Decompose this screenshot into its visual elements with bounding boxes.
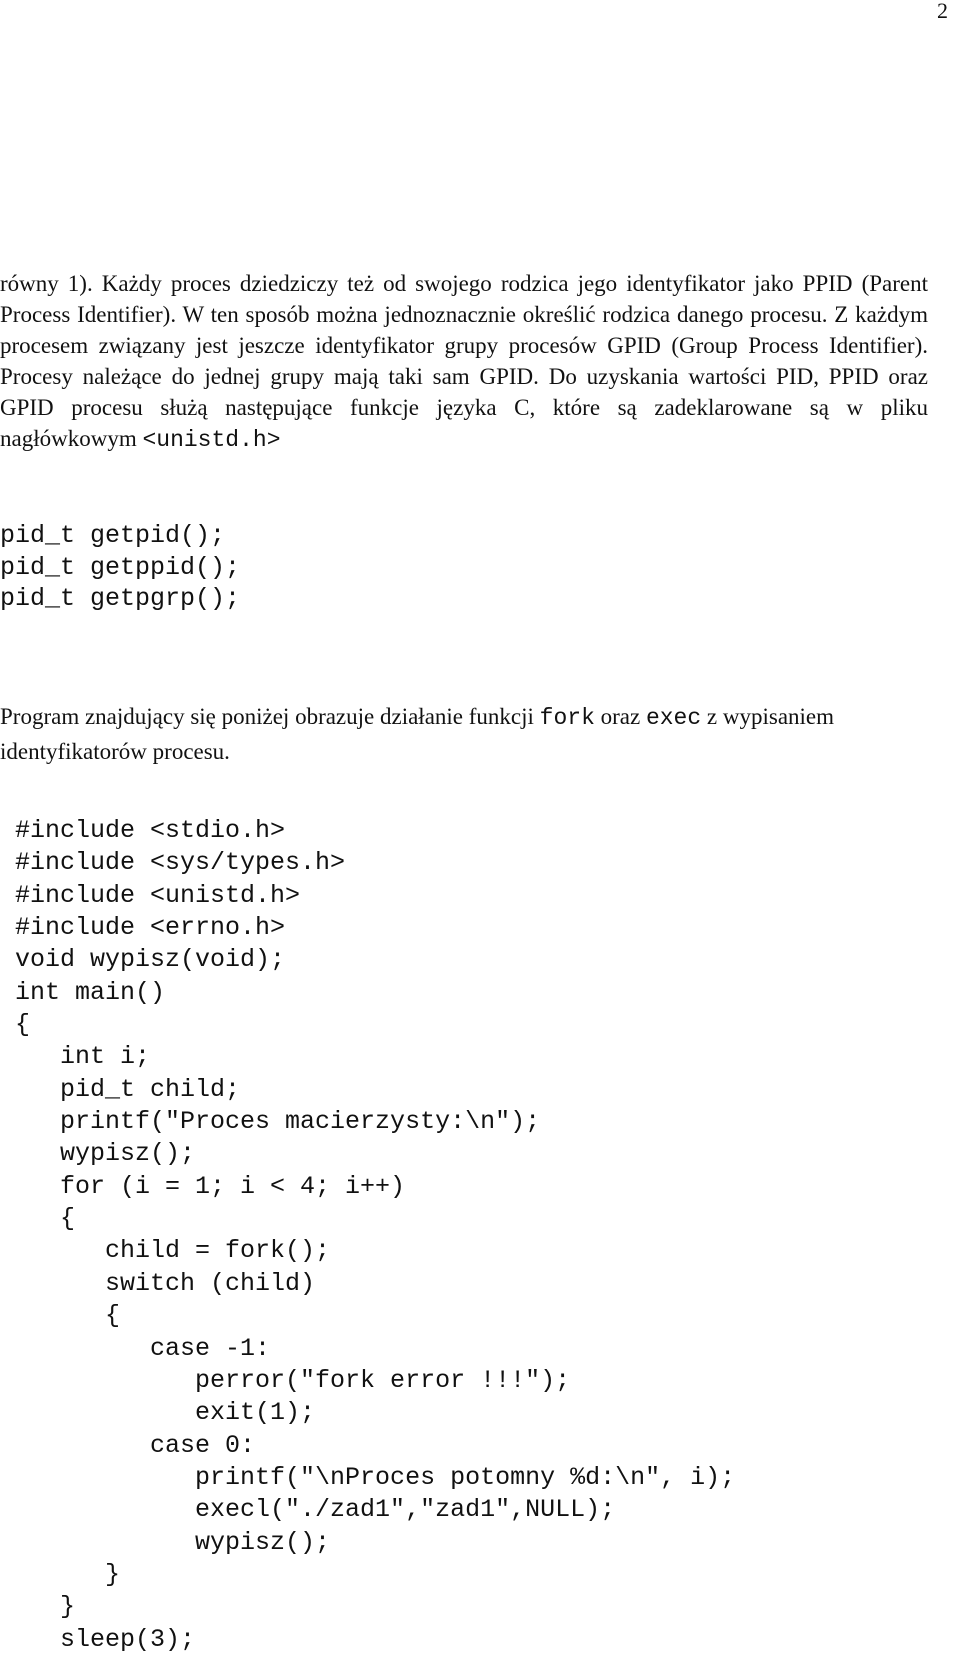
code-line: pid_t child;	[15, 1074, 241, 1104]
code-line: void wypisz(void);	[15, 945, 286, 975]
code-line: switch (child)	[15, 1268, 316, 1298]
code-line: #include <stdio.h>	[15, 816, 286, 845]
code-line: #include <errno.h>	[15, 913, 286, 943]
code-line: exit(1);	[15, 1398, 316, 1428]
unistd-header-reference: <unistd.h>	[142, 427, 281, 453]
program-intro-text-3: z wypisaniem identyfikatorów procesu.	[0, 704, 835, 764]
declaration-getpid: pid_t getpid();	[0, 521, 226, 550]
code-line: printf("Proces macierzysty:\n");	[15, 1107, 541, 1137]
page-number: 2	[937, 0, 948, 23]
code-line: wypisz();	[15, 1139, 196, 1169]
code-line: }	[15, 1559, 121, 1589]
code-line: sleep(3);	[15, 1624, 196, 1654]
code-line: #include <sys/types.h>	[15, 848, 346, 878]
exec-inline-code: exec	[645, 705, 702, 731]
code-line: execl("./zad1","zad1",NULL);	[15, 1495, 616, 1525]
code-line: wypisz();	[15, 1527, 331, 1557]
code-line: int main()	[15, 977, 166, 1007]
code-line: int i;	[15, 1042, 151, 1072]
code-line: printf("\nProces potomny %d:\n", i);	[15, 1462, 736, 1492]
program-intro-paragraph	[0, 700, 928, 768]
fork-inline-code: fork	[539, 705, 595, 731]
code-line: }	[15, 1592, 76, 1622]
code-line: case -1:	[15, 1333, 271, 1363]
code-line: {	[15, 1204, 76, 1234]
code-line: for (i = 1; i < 4; i++)	[15, 1171, 406, 1201]
code-line: {	[15, 1010, 31, 1040]
code-line: child = fork();	[15, 1236, 331, 1266]
intro-text: równy 1). Każdy proces dziedziczy też od swojego rodzica jego identyfikator jako PPID (Parent Process Identifier). W ten sposób można jednoznacznie określić rodzica danego procesu. Z każdym procesem związany jest jeszcze identyfikator grupy procesów GPID (Group Process Identifier). Procesy należące do jednej grupy mają taki sam GPID. Do uzyskania wartości PID, PPID oraz GPID procesu służą następujące funkcje języka C, które są zadeklarowane są w pliku nagłówkowym	[0, 271, 928, 451]
function-declarations	[0, 520, 240, 615]
code-line: #include <unistd.h>	[15, 880, 301, 910]
intro-paragraph	[0, 268, 928, 456]
code-line: case 0:	[15, 1430, 256, 1460]
program-intro-text-1: Program znajdujący się poniżej obrazuje działanie funkcji	[0, 704, 540, 729]
code-line: {	[15, 1301, 121, 1331]
code-line: perror("fork error !!!");	[15, 1365, 571, 1395]
declaration-getpgrp: pid_t getpgrp();	[0, 584, 241, 613]
program-intro-text-2: oraz	[594, 704, 646, 729]
code-listing	[15, 815, 735, 1656]
declaration-getppid: pid_t getppid();	[0, 552, 241, 582]
